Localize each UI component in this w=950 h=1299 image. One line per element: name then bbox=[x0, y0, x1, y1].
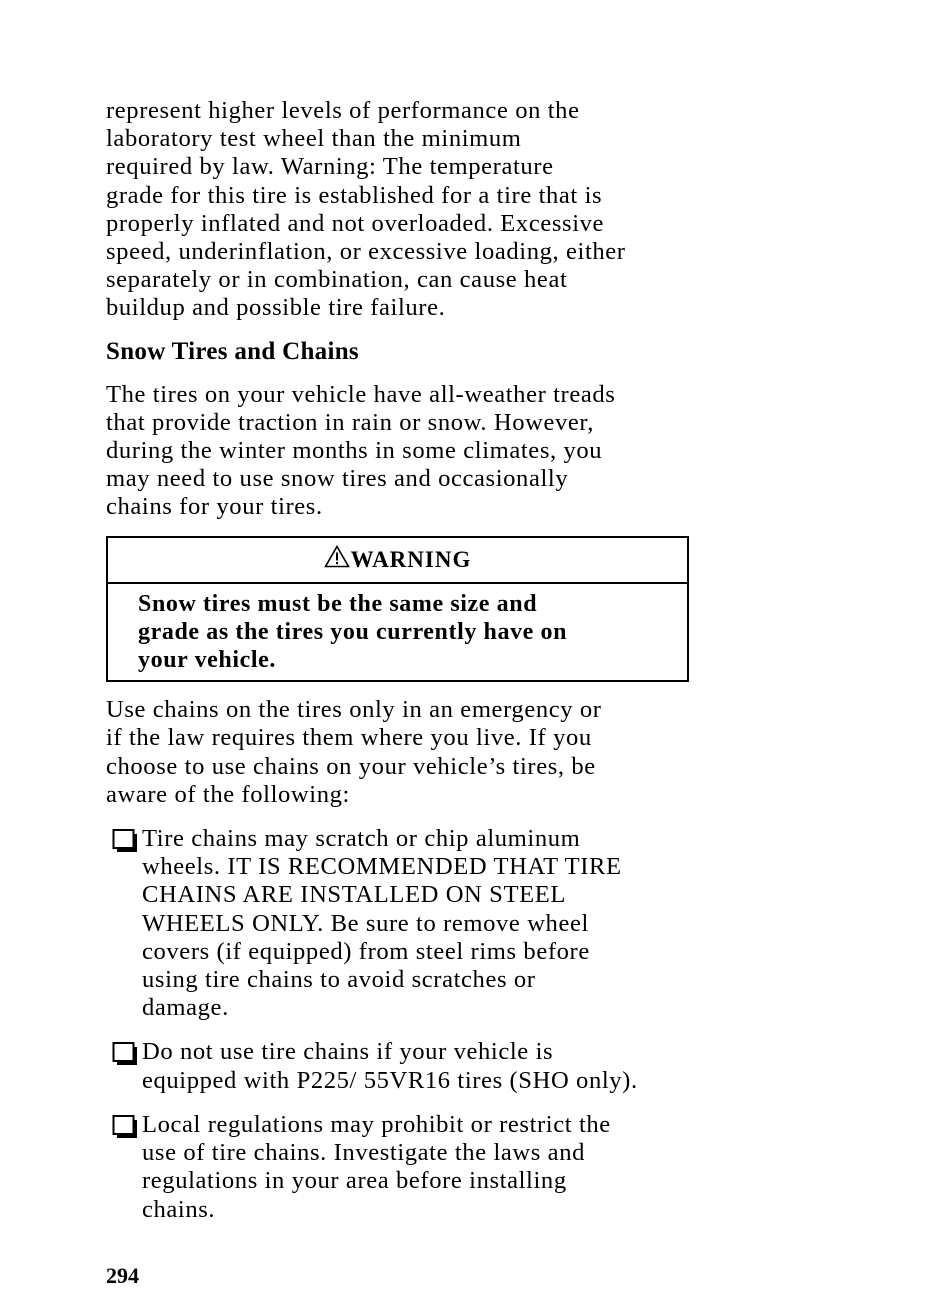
warning-box bbox=[106, 536, 689, 683]
warning-header bbox=[108, 538, 687, 584]
warning-text: Snow tires must be the same size and grade as the tires you currently have on your vehicle. bbox=[138, 590, 568, 674]
list-item bbox=[106, 1038, 691, 1094]
checkbox-bullet-icon bbox=[112, 1041, 142, 1067]
page-number: 294 bbox=[106, 1263, 139, 1288]
bullet-text: Do not use tire chains if your vehicle is equipped with P225/ 55VR16 tires (SHO only). bbox=[142, 1038, 638, 1094]
checkbox-bullet-icon bbox=[112, 828, 142, 854]
warning-triangle-icon bbox=[324, 545, 350, 568]
warning-title: WARNING bbox=[350, 546, 472, 572]
chains-paragraph: Use chains on the tires only in an emergency or if the law requires them where you live. If you choose to use chains on your vehicle’s tires, be aware of the following: bbox=[106, 696, 602, 808]
section-paragraph: The tires on your vehicle have all-weather treads that provide traction in rain or snow. However, during the winter months in some climates, you may need to use snow tires and occasionally chains for your tires. bbox=[106, 380, 616, 521]
bullet-list bbox=[106, 825, 691, 1224]
checkbox-bullet-icon bbox=[112, 1114, 142, 1140]
section-heading: Snow Tires and Chains bbox=[106, 337, 359, 365]
list-item bbox=[106, 1111, 691, 1224]
list-item bbox=[106, 825, 691, 1022]
bullet-text: Tire chains may scratch or chip aluminum wheels. IT IS RECOMMENDED THAT TIRE CHAINS ARE INSTALLED ON STEEL WHEELS ONLY. Be sure to remove wheel covers (if equipped) from steel rims before using tire chains to avoid scratches or damage. bbox=[142, 825, 622, 1022]
intro-paragraph: represent higher levels of performance on the laboratory test wheel than the minimum required by law. Warning: The temperature grade for this tire is established for a tire that is properly inflated and not overloaded. Excessive speed, underinflation, or excessive loading, either separately or in combination, can cause heat buildup and possible tire failure. bbox=[106, 97, 626, 322]
bullet-text: Local regulations may prohibit or restrict the use of tire chains. Investigate the laws and regulations in your area before installing chains. bbox=[142, 1110, 611, 1223]
page-content bbox=[106, 97, 691, 1240]
